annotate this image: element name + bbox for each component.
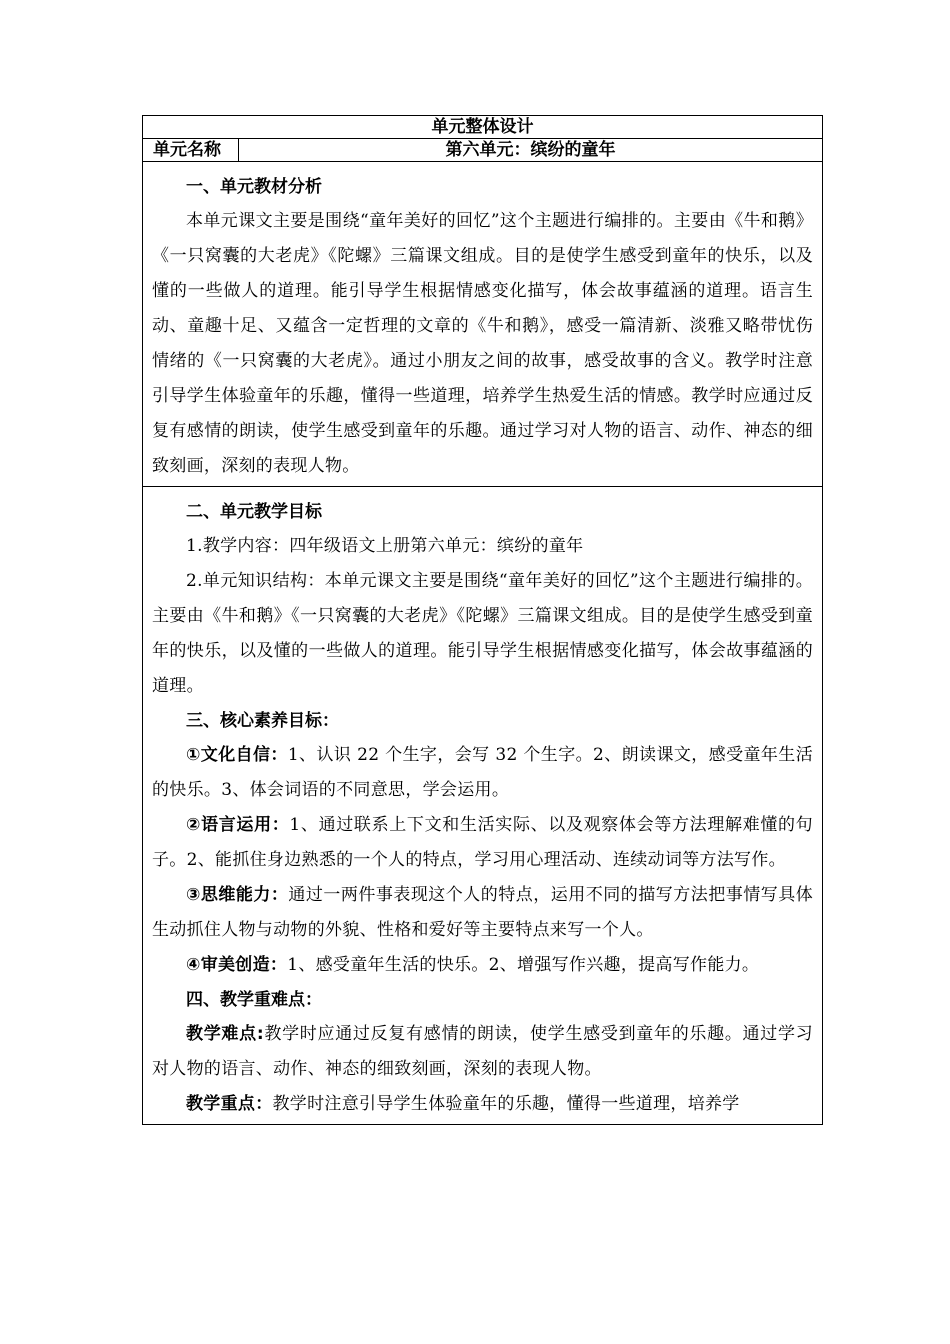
unit-name-row <box>143 139 823 162</box>
goal-label: ②语言运用： <box>186 815 290 835</box>
knowledge-structure-item: 2.单元知识结构：本单元课文主要是围绕“童年美好的回忆”这个主题进行编排的。主要由《牛和鹅》《一只窝囊的大老虎》《陀螺》三篇课文组成。目的是使学生感受到童年的快乐，以及懂的一些做人的道理。能引导学生根据情感变化描写，体会故事蕴涵的道理。 <box>152 571 813 696</box>
section-heading-core-literacy: 三、核心素养目标： <box>186 711 339 731</box>
goal-label: ④审美创造： <box>186 955 288 975</box>
key-point-text: 教学时注意引导学生体验童年的乐趣，懂得一些道理，培养学 <box>272 1094 740 1114</box>
material-analysis-cell <box>143 162 823 487</box>
difficulty-label: 教学难点: <box>186 1024 264 1044</box>
goal-text: 1、认识 22 个生字，会写 32 个生字。2、朗读课文，感受童年生活的快乐。3、体会词语的不同意思，学会运用。 <box>152 745 813 800</box>
goal-cultural-confidence <box>152 738 813 808</box>
section-heading-teaching-goals: 二、单元教学目标 <box>186 502 322 522</box>
teaching-difficulty <box>152 1017 813 1087</box>
goal-text: 1、感受童年生活的快乐。2、增强写作兴趣，提高写作能力。 <box>287 955 760 975</box>
section-heading-analysis: 一、单元教材分析 <box>186 177 322 197</box>
table-title-row <box>143 116 823 139</box>
section-heading-key-difficult: 四、教学重难点： <box>186 990 322 1010</box>
teaching-content-item: 1.教学内容：四年级语文上册第六单元：缤纷的童年 <box>186 536 584 556</box>
goal-label: ③思维能力： <box>186 885 289 905</box>
goal-thinking-ability <box>152 878 813 948</box>
key-point-label: 教学重点： <box>186 1094 273 1114</box>
goal-text: 1、通过联系上下文和生活实际、以及观察体会等方法理解难懂的句子。2、能抓住身边熟悉的一个人的特点，学习用心理活动、连续动词等方法写作。 <box>152 815 813 870</box>
goal-language-use <box>152 808 813 878</box>
goal-text: 通过一两件事表现这个人的特点，运用不同的描写方法把事情写具体生动抓住人物与动物的外貌、性格和爱好等主要特点来写一个人。 <box>152 885 813 940</box>
unit-design-table <box>142 115 823 1125</box>
analysis-paragraph: 本单元课文主要是围绕“童年美好的回忆”这个主题进行编排的。主要由《牛和鹅》《一只窝囊的大老虎》《陀螺》三篇课文组成。目的是使学生感受到童年的快乐，以及懂的一些做人的道理。能引导学生根据情感变化描写，体会故事蕴涵的道理。语言生动、童趣十足、又蕴含一定哲理的文章的《牛和鹅》，感受一篇清新、淡雅又略带忧伤情绪的《一只窝囊的大老虎》。通过小朋友之间的故事，感受故事的含义。教学时注意引导学生体验童年的乐趣，懂得一些道理，培养学生热爱生活的情感。教学时应通过反复有感情的朗读，使学生感受到童年的乐趣。通过学习对人物的语言、动作、神态的细致刻画，深刻的表现人物。 <box>152 211 813 476</box>
unit-name-value: 第六单元：缤纷的童年 <box>239 139 823 162</box>
material-analysis-row <box>143 162 823 487</box>
difficulty-text: 教学时应通过反复有感情的朗读，使学生感受到童年的乐趣。通过学习对人物的语言、动作、神态的细致刻画，深刻的表现人物。 <box>152 1024 813 1079</box>
table-title: 单元整体设计 <box>143 116 823 139</box>
goal-aesthetic-creation <box>152 948 813 983</box>
unit-name-label: 单元名称 <box>143 139 239 162</box>
goals-row <box>143 487 823 1125</box>
teaching-key-point <box>152 1087 813 1122</box>
goal-label: ①文化自信： <box>186 745 288 765</box>
goals-cell <box>143 487 823 1125</box>
